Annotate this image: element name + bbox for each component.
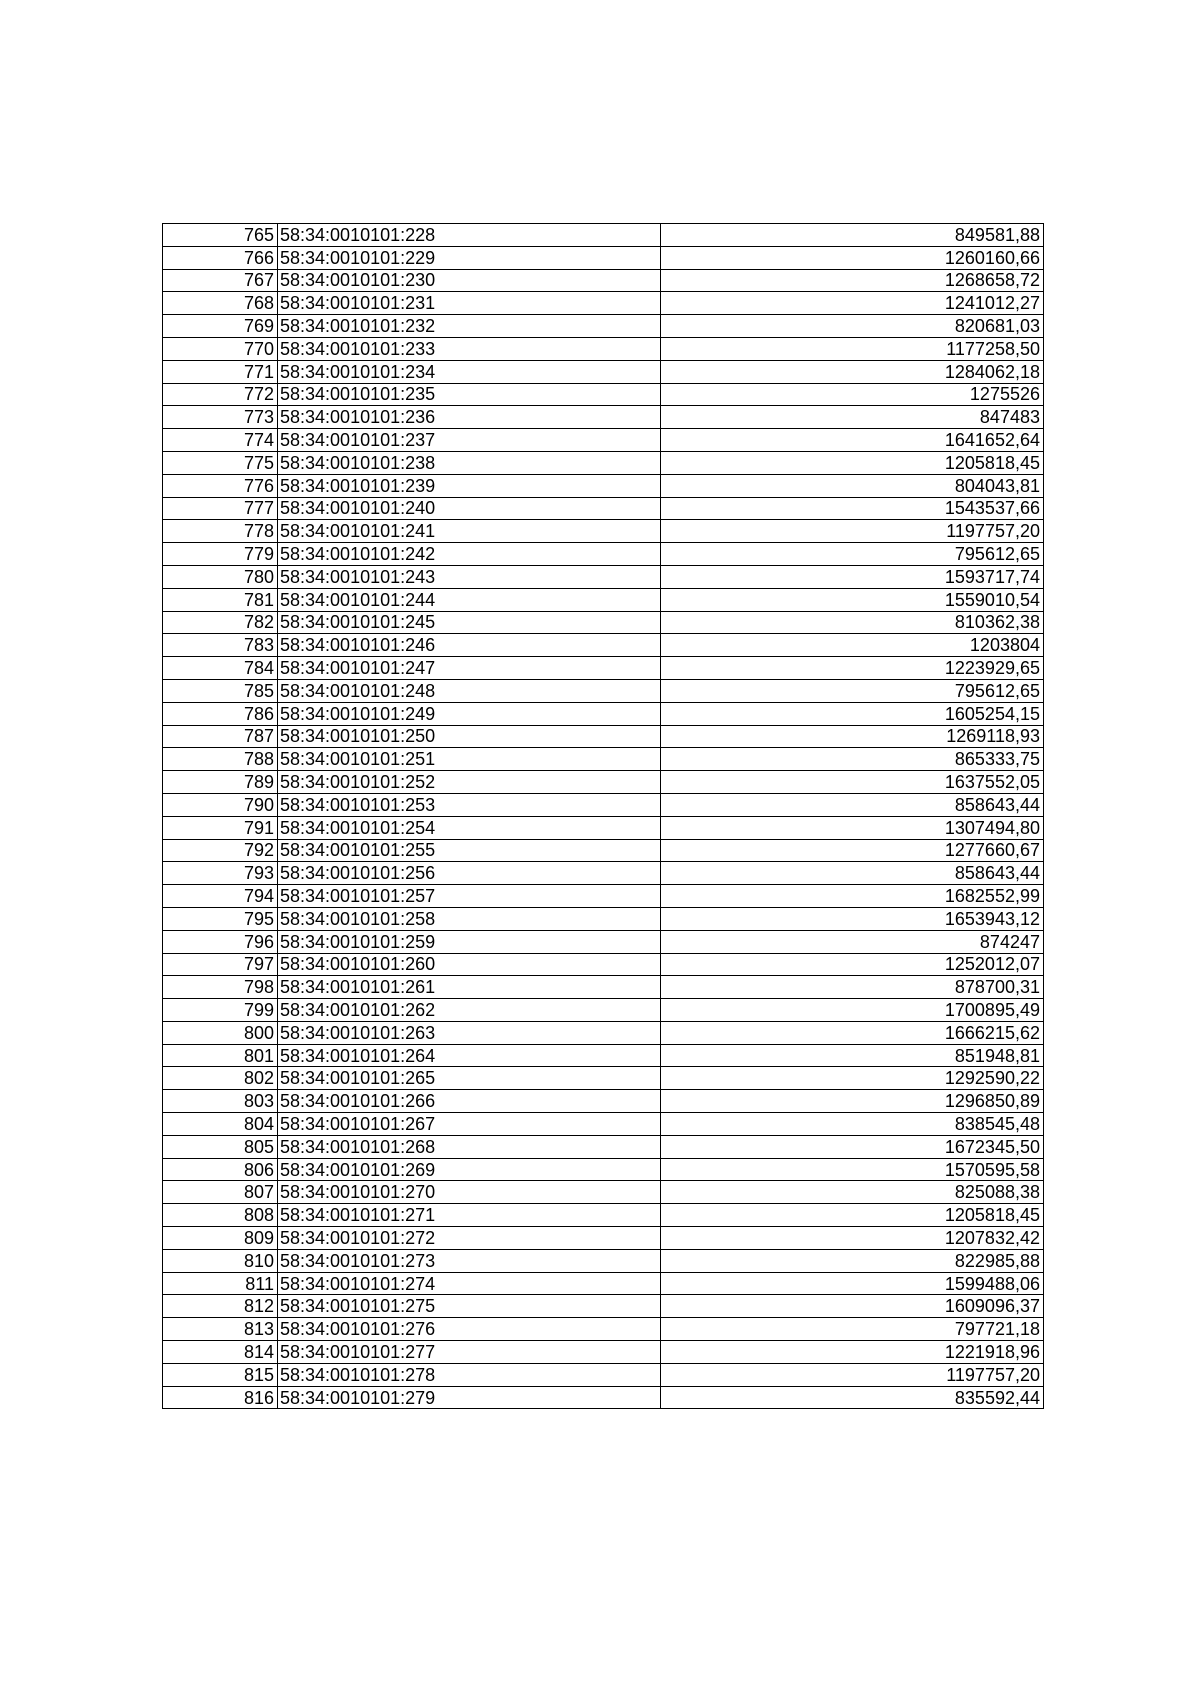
cadastral-number-cell: 58:34:0010101:253 [278, 793, 661, 816]
cadastral-value-cell: 1205818,45 [661, 1204, 1044, 1227]
row-number-cell: 782 [163, 611, 278, 634]
row-number-cell: 809 [163, 1227, 278, 1250]
row-number-cell: 784 [163, 657, 278, 680]
table-row [163, 406, 1044, 429]
cadastral-value-cell: 810362,38 [661, 611, 1044, 634]
row-number-cell: 813 [163, 1318, 278, 1341]
table-row [163, 1135, 1044, 1158]
row-number-cell: 794 [163, 885, 278, 908]
cadastral-value-cell: 795612,65 [661, 543, 1044, 566]
cadastral-value-cell: 1641652,64 [661, 429, 1044, 452]
cadastral-number-cell: 58:34:0010101:265 [278, 1067, 661, 1090]
table-row [163, 360, 1044, 383]
cadastral-value-cell: 874247 [661, 930, 1044, 953]
cadastral-value-cell: 1177258,50 [661, 337, 1044, 360]
cadastral-number-cell: 58:34:0010101:262 [278, 999, 661, 1022]
cadastral-number-cell: 58:34:0010101:233 [278, 337, 661, 360]
row-number-cell: 789 [163, 771, 278, 794]
cadastral-number-cell: 58:34:0010101:259 [278, 930, 661, 953]
cadastral-value-cell: 1260160,66 [661, 246, 1044, 269]
table-row [163, 1113, 1044, 1136]
table-row [163, 543, 1044, 566]
cadastral-value-cell: 865333,75 [661, 748, 1044, 771]
row-number-cell: 793 [163, 862, 278, 885]
table-row [163, 315, 1044, 338]
table-row [163, 337, 1044, 360]
cadastral-number-cell: 58:34:0010101:268 [278, 1135, 661, 1158]
row-number-cell: 790 [163, 793, 278, 816]
cadastral-number-cell: 58:34:0010101:247 [278, 657, 661, 680]
row-number-cell: 811 [163, 1272, 278, 1295]
table-body [163, 224, 1044, 1409]
row-number-cell: 783 [163, 634, 278, 657]
row-number-cell: 816 [163, 1386, 278, 1409]
table-row [163, 1295, 1044, 1318]
cadastral-number-cell: 58:34:0010101:248 [278, 679, 661, 702]
row-number-cell: 797 [163, 953, 278, 976]
cadastral-number-cell: 58:34:0010101:240 [278, 497, 661, 520]
cadastral-number-cell: 58:34:0010101:260 [278, 953, 661, 976]
row-number-cell: 774 [163, 429, 278, 452]
cadastral-value-cell: 838545,48 [661, 1113, 1044, 1136]
cadastral-number-cell: 58:34:0010101:235 [278, 383, 661, 406]
row-number-cell: 788 [163, 748, 278, 771]
cadastral-value-cell: 1223929,65 [661, 657, 1044, 680]
cadastral-number-cell: 58:34:0010101:236 [278, 406, 661, 429]
row-number-cell: 812 [163, 1295, 278, 1318]
row-number-cell: 801 [163, 1044, 278, 1067]
row-number-cell: 792 [163, 839, 278, 862]
cadastral-number-cell: 58:34:0010101:273 [278, 1249, 661, 1272]
cadastral-value-cell: 847483 [661, 406, 1044, 429]
cadastral-number-cell: 58:34:0010101:263 [278, 1021, 661, 1044]
table-row [163, 771, 1044, 794]
cadastral-value-cell: 1275526 [661, 383, 1044, 406]
table-row [163, 497, 1044, 520]
row-number-cell: 772 [163, 383, 278, 406]
cadastral-number-cell: 58:34:0010101:250 [278, 725, 661, 748]
cadastral-number-cell: 58:34:0010101:241 [278, 520, 661, 543]
cadastral-value-cell: 858643,44 [661, 862, 1044, 885]
cadastral-value-cell: 1672345,50 [661, 1135, 1044, 1158]
cadastral-value-cell: 1682552,99 [661, 885, 1044, 908]
table-row [163, 1181, 1044, 1204]
table-row [163, 930, 1044, 953]
cadastral-value-cell: 1666215,62 [661, 1021, 1044, 1044]
table-row [163, 953, 1044, 976]
cadastral-number-cell: 58:34:0010101:231 [278, 292, 661, 315]
row-number-cell: 791 [163, 816, 278, 839]
cadastral-number-cell: 58:34:0010101:229 [278, 246, 661, 269]
row-number-cell: 769 [163, 315, 278, 338]
cadastral-number-cell: 58:34:0010101:245 [278, 611, 661, 634]
cadastral-number-cell: 58:34:0010101:266 [278, 1090, 661, 1113]
row-number-cell: 780 [163, 565, 278, 588]
cadastral-value-cell: 1609096,37 [661, 1295, 1044, 1318]
cadastral-number-cell: 58:34:0010101:271 [278, 1204, 661, 1227]
table-row [163, 474, 1044, 497]
cadastral-number-cell: 58:34:0010101:256 [278, 862, 661, 885]
cadastral-value-cell: 1700895,49 [661, 999, 1044, 1022]
cadastral-number-cell: 58:34:0010101:230 [278, 269, 661, 292]
cadastral-value-cell: 1284062,18 [661, 360, 1044, 383]
cadastral-value-cell: 1593717,74 [661, 565, 1044, 588]
row-number-cell: 785 [163, 679, 278, 702]
table-row [163, 999, 1044, 1022]
row-number-cell: 778 [163, 520, 278, 543]
table-row [163, 862, 1044, 885]
table-row [163, 292, 1044, 315]
row-number-cell: 770 [163, 337, 278, 360]
table-row [163, 246, 1044, 269]
table-row [163, 1363, 1044, 1386]
table-row [163, 1341, 1044, 1364]
cadastral-number-cell: 58:34:0010101:255 [278, 839, 661, 862]
cadastral-value-cell: 1221918,96 [661, 1341, 1044, 1364]
cadastral-value-table [162, 223, 1044, 1409]
row-number-cell: 776 [163, 474, 278, 497]
cadastral-value-cell: 822985,88 [661, 1249, 1044, 1272]
cadastral-number-cell: 58:34:0010101:257 [278, 885, 661, 908]
cadastral-value-cell: 825088,38 [661, 1181, 1044, 1204]
row-number-cell: 798 [163, 976, 278, 999]
row-number-cell: 807 [163, 1181, 278, 1204]
cadastral-value-cell: 1252012,07 [661, 953, 1044, 976]
cadastral-number-cell: 58:34:0010101:242 [278, 543, 661, 566]
row-number-cell: 779 [163, 543, 278, 566]
row-number-cell: 805 [163, 1135, 278, 1158]
cadastral-number-cell: 58:34:0010101:264 [278, 1044, 661, 1067]
cadastral-value-cell: 1268658,72 [661, 269, 1044, 292]
row-number-cell: 799 [163, 999, 278, 1022]
cadastral-value-cell: 1543537,66 [661, 497, 1044, 520]
table-row [163, 725, 1044, 748]
cadastral-number-cell: 58:34:0010101:278 [278, 1363, 661, 1386]
cadastral-value-cell: 1277660,67 [661, 839, 1044, 862]
table-row [163, 1067, 1044, 1090]
cadastral-number-cell: 58:34:0010101:276 [278, 1318, 661, 1341]
row-number-cell: 814 [163, 1341, 278, 1364]
row-number-cell: 815 [163, 1363, 278, 1386]
cadastral-number-cell: 58:34:0010101:251 [278, 748, 661, 771]
cadastral-number-cell: 58:34:0010101:234 [278, 360, 661, 383]
cadastral-number-cell: 58:34:0010101:228 [278, 224, 661, 247]
row-number-cell: 767 [163, 269, 278, 292]
cadastral-value-cell: 804043,81 [661, 474, 1044, 497]
table-row [163, 451, 1044, 474]
cadastral-value-cell: 797721,18 [661, 1318, 1044, 1341]
cadastral-value-cell: 1559010,54 [661, 588, 1044, 611]
cadastral-value-cell: 851948,81 [661, 1044, 1044, 1067]
row-number-cell: 802 [163, 1067, 278, 1090]
cadastral-number-cell: 58:34:0010101:249 [278, 702, 661, 725]
table-row [163, 429, 1044, 452]
table-row [163, 1249, 1044, 1272]
table-row [163, 520, 1044, 543]
cadastral-number-cell: 58:34:0010101:239 [278, 474, 661, 497]
cadastral-value-cell: 1203804 [661, 634, 1044, 657]
table-row [163, 748, 1044, 771]
cadastral-number-cell: 58:34:0010101:244 [278, 588, 661, 611]
cadastral-number-cell: 58:34:0010101:277 [278, 1341, 661, 1364]
table-row [163, 1158, 1044, 1181]
row-number-cell: 806 [163, 1158, 278, 1181]
row-number-cell: 800 [163, 1021, 278, 1044]
table-row [163, 224, 1044, 247]
cadastral-value-cell: 1653943,12 [661, 907, 1044, 930]
table-row [163, 634, 1044, 657]
table-row [163, 565, 1044, 588]
cadastral-number-cell: 58:34:0010101:279 [278, 1386, 661, 1409]
cadastral-number-cell: 58:34:0010101:243 [278, 565, 661, 588]
cadastral-number-cell: 58:34:0010101:274 [278, 1272, 661, 1295]
cadastral-number-cell: 58:34:0010101:269 [278, 1158, 661, 1181]
cadastral-value-cell: 1292590,22 [661, 1067, 1044, 1090]
table-row [163, 839, 1044, 862]
cadastral-value-cell: 1197757,20 [661, 1363, 1044, 1386]
row-number-cell: 787 [163, 725, 278, 748]
table-row [163, 816, 1044, 839]
row-number-cell: 765 [163, 224, 278, 247]
cadastral-value-cell: 795612,65 [661, 679, 1044, 702]
table-row [163, 269, 1044, 292]
cadastral-number-cell: 58:34:0010101:246 [278, 634, 661, 657]
table-row [163, 885, 1044, 908]
row-number-cell: 768 [163, 292, 278, 315]
table-row [163, 702, 1044, 725]
table-row [163, 1318, 1044, 1341]
cadastral-value-cell: 1599488,06 [661, 1272, 1044, 1295]
cadastral-number-cell: 58:34:0010101:254 [278, 816, 661, 839]
cadastral-value-cell: 1296850,89 [661, 1090, 1044, 1113]
cadastral-value-cell: 878700,31 [661, 976, 1044, 999]
table-row [163, 1272, 1044, 1295]
cadastral-number-cell: 58:34:0010101:275 [278, 1295, 661, 1318]
table-row [163, 907, 1044, 930]
cadastral-number-cell: 58:34:0010101:270 [278, 1181, 661, 1204]
table-row [163, 1386, 1044, 1409]
row-number-cell: 781 [163, 588, 278, 611]
row-number-cell: 775 [163, 451, 278, 474]
row-number-cell: 796 [163, 930, 278, 953]
row-number-cell: 786 [163, 702, 278, 725]
table-row [163, 1204, 1044, 1227]
cadastral-value-cell: 1570595,58 [661, 1158, 1044, 1181]
table-row [163, 1090, 1044, 1113]
cadastral-value-cell: 1269118,93 [661, 725, 1044, 748]
cadastral-value-cell: 1241012,27 [661, 292, 1044, 315]
table-row [163, 793, 1044, 816]
cadastral-number-cell: 58:34:0010101:237 [278, 429, 661, 452]
row-number-cell: 766 [163, 246, 278, 269]
cadastral-number-cell: 58:34:0010101:258 [278, 907, 661, 930]
table-row [163, 976, 1044, 999]
cadastral-value-cell: 1197757,20 [661, 520, 1044, 543]
cadastral-value-cell: 858643,44 [661, 793, 1044, 816]
row-number-cell: 808 [163, 1204, 278, 1227]
cadastral-value-cell: 1605254,15 [661, 702, 1044, 725]
table-row [163, 1021, 1044, 1044]
cadastral-value-cell: 1637552,05 [661, 771, 1044, 794]
table-row [163, 1044, 1044, 1067]
cadastral-value-cell: 1207832,42 [661, 1227, 1044, 1250]
row-number-cell: 771 [163, 360, 278, 383]
row-number-cell: 777 [163, 497, 278, 520]
row-number-cell: 803 [163, 1090, 278, 1113]
cadastral-number-cell: 58:34:0010101:272 [278, 1227, 661, 1250]
table-row [163, 383, 1044, 406]
row-number-cell: 773 [163, 406, 278, 429]
cadastral-number-cell: 58:34:0010101:232 [278, 315, 661, 338]
cadastral-value-cell: 1307494,80 [661, 816, 1044, 839]
row-number-cell: 795 [163, 907, 278, 930]
table-row [163, 588, 1044, 611]
cadastral-value-cell: 849581,88 [661, 224, 1044, 247]
cadastral-value-cell: 835592,44 [661, 1386, 1044, 1409]
row-number-cell: 804 [163, 1113, 278, 1136]
cadastral-number-cell: 58:34:0010101:252 [278, 771, 661, 794]
table-row [163, 611, 1044, 634]
cadastral-number-cell: 58:34:0010101:261 [278, 976, 661, 999]
cadastral-number-cell: 58:34:0010101:267 [278, 1113, 661, 1136]
cadastral-value-cell: 1205818,45 [661, 451, 1044, 474]
row-number-cell: 810 [163, 1249, 278, 1272]
table-row [163, 657, 1044, 680]
table-row [163, 1227, 1044, 1250]
cadastral-number-cell: 58:34:0010101:238 [278, 451, 661, 474]
cadastral-value-cell: 820681,03 [661, 315, 1044, 338]
table-row [163, 679, 1044, 702]
